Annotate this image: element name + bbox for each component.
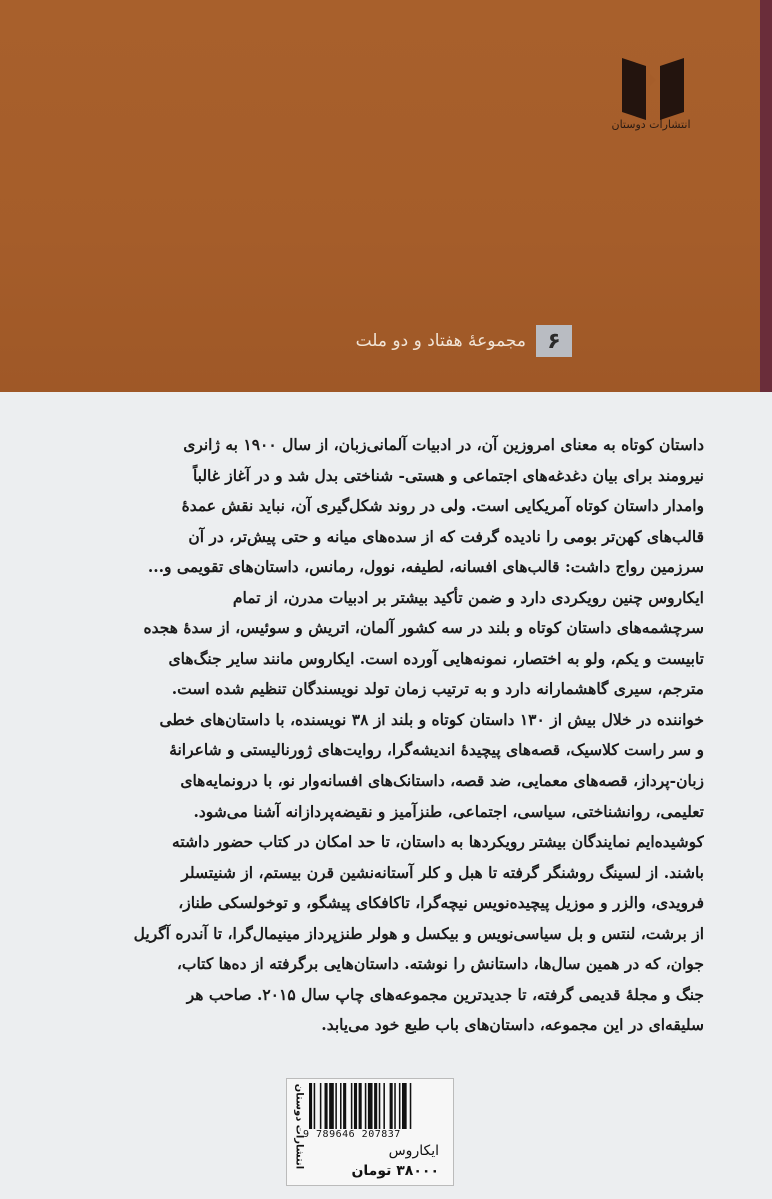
cover-edge-strip xyxy=(760,0,772,392)
blurb-line: تعلیمی، روانشناختی، سیاسی، اجتماعی، طنزآمیز و نقیضه‌پردازانه آشنا می‌شود. xyxy=(193,801,704,821)
blurb-line: سرزمین رواج داشت: قالب‌های افسانه، لطیفه، نوول، رمانس، داستان‌های تقویمی و... xyxy=(147,557,704,577)
blurb-line: خواننده در خلال بیش از ۱۳۰ داستان کوتاه و بلند از ۳۸ نویسنده، با داستان‌های خطی xyxy=(159,709,704,729)
blurb-line: جوان، که در همین سال‌ها، داستانش را نوشته. داستان‌هایی برگرفته از ده‌ها کتاب، xyxy=(176,954,704,974)
blurb-line: باشند. از لسینگ روشنگر گرفته تا هبل و کلر آستانه‌نشین قرن بیستم، از شنیتسلر xyxy=(181,862,704,882)
series-title: مجموعهٔ هفتاد و دو ملت xyxy=(355,331,526,351)
blurb-line: زبان-پرداز، قصه‌های معمایی، ضد قصه، داستانک‌های افسانه‌وار نو، با درونمایه‌های xyxy=(180,771,704,791)
barcode-price: ۳۸۰۰۰ تومان xyxy=(351,1163,439,1179)
barcode-book-title: ایکاروس xyxy=(388,1143,439,1159)
blurb-line: مترجم، سیری گاهشمارانه دارد و به ترتیب زمان تولد نویسندگان تنظیم شده است. xyxy=(171,679,704,699)
barcode-sticker xyxy=(286,1078,454,1186)
barcode-icon xyxy=(309,1083,445,1129)
blurb-line: تابیست و یکم، ولو به اختصار، نمونه‌هایی آورده است. ایکاروس مانند سایر جنگ‌های xyxy=(168,648,704,668)
blurb-line: از برشت، لنتس و بل سیاسی‌نویس و بیکسل و هولر طنزپرداز مینیمال‌گرا، تا آندره آگریل xyxy=(133,923,704,943)
blurb-line: ایکاروس چنین رویکردی دارد و ضمن تأکید بیشتر بر ادبیات مدرن، از تمام xyxy=(232,587,704,607)
blurb-line: سرچشمه‌های داستان کوتاه و بلند در سه کشور آلمان، اتریش و سوئیس، از سدهٔ هجده xyxy=(143,618,704,638)
publisher-name: انتشارات دوستان xyxy=(611,118,691,131)
blurb-text xyxy=(66,430,704,1041)
blurb-line: وامدار داستان کوتاه آمریکایی است. ولی در روند شکل‌گیری آن، نباید نقش عمدهٔ xyxy=(181,496,704,516)
blurb-line: کوشیده‌ایم نمایندگان بیشتر رویکردها به داستان، تا حد امکان در کتاب حضور داشته xyxy=(172,832,704,852)
blurb-line: قالب‌های کهن‌تر بومی را نادیده گرفت که از سده‌های میانه و حتی پیش‌تر، در آن xyxy=(188,526,704,546)
blurb-line: جنگ و مجلهٔ قدیمی گرفته، تا جدیدترین مجموعه‌های چاپ سال ۲۰۱۵. صاحب هر xyxy=(186,984,704,1004)
barcode-digits: 9 789646 207837 xyxy=(303,1129,401,1140)
series-number-badge: ۶ xyxy=(536,325,572,357)
blurb-line: و سر راست کلاسیک، قصه‌های پیچیدهٔ اندیشه‌گرا، روایت‌های ژورنالیستی و شاعرانهٔ xyxy=(169,740,704,760)
blurb-line: سلیقه‌ای در این مجموعه، داستان‌های باب طبع خود می‌یابد. xyxy=(321,1015,704,1035)
blurb-line: نیرومند برای بیان دغدغه‌های اجتماعی و هستی‌- شناختی بدل شد و در آغاز غالباً xyxy=(192,465,704,485)
blurb-line: داستان کوتاه به معنای امروزین آن، در ادبیات آلمانی‌زبان، از سال ۱۹۰۰ به ژانری xyxy=(183,435,704,454)
series-label xyxy=(152,325,572,357)
blurb-line: فرویدی، والزر و موزیل پیچیده‌نویس نیچه‌گرا، تاکافکای پیشگو، و توخولسکی طناز، xyxy=(178,893,704,913)
barcode-publisher-label: انتشارات دوستان xyxy=(293,1083,305,1170)
